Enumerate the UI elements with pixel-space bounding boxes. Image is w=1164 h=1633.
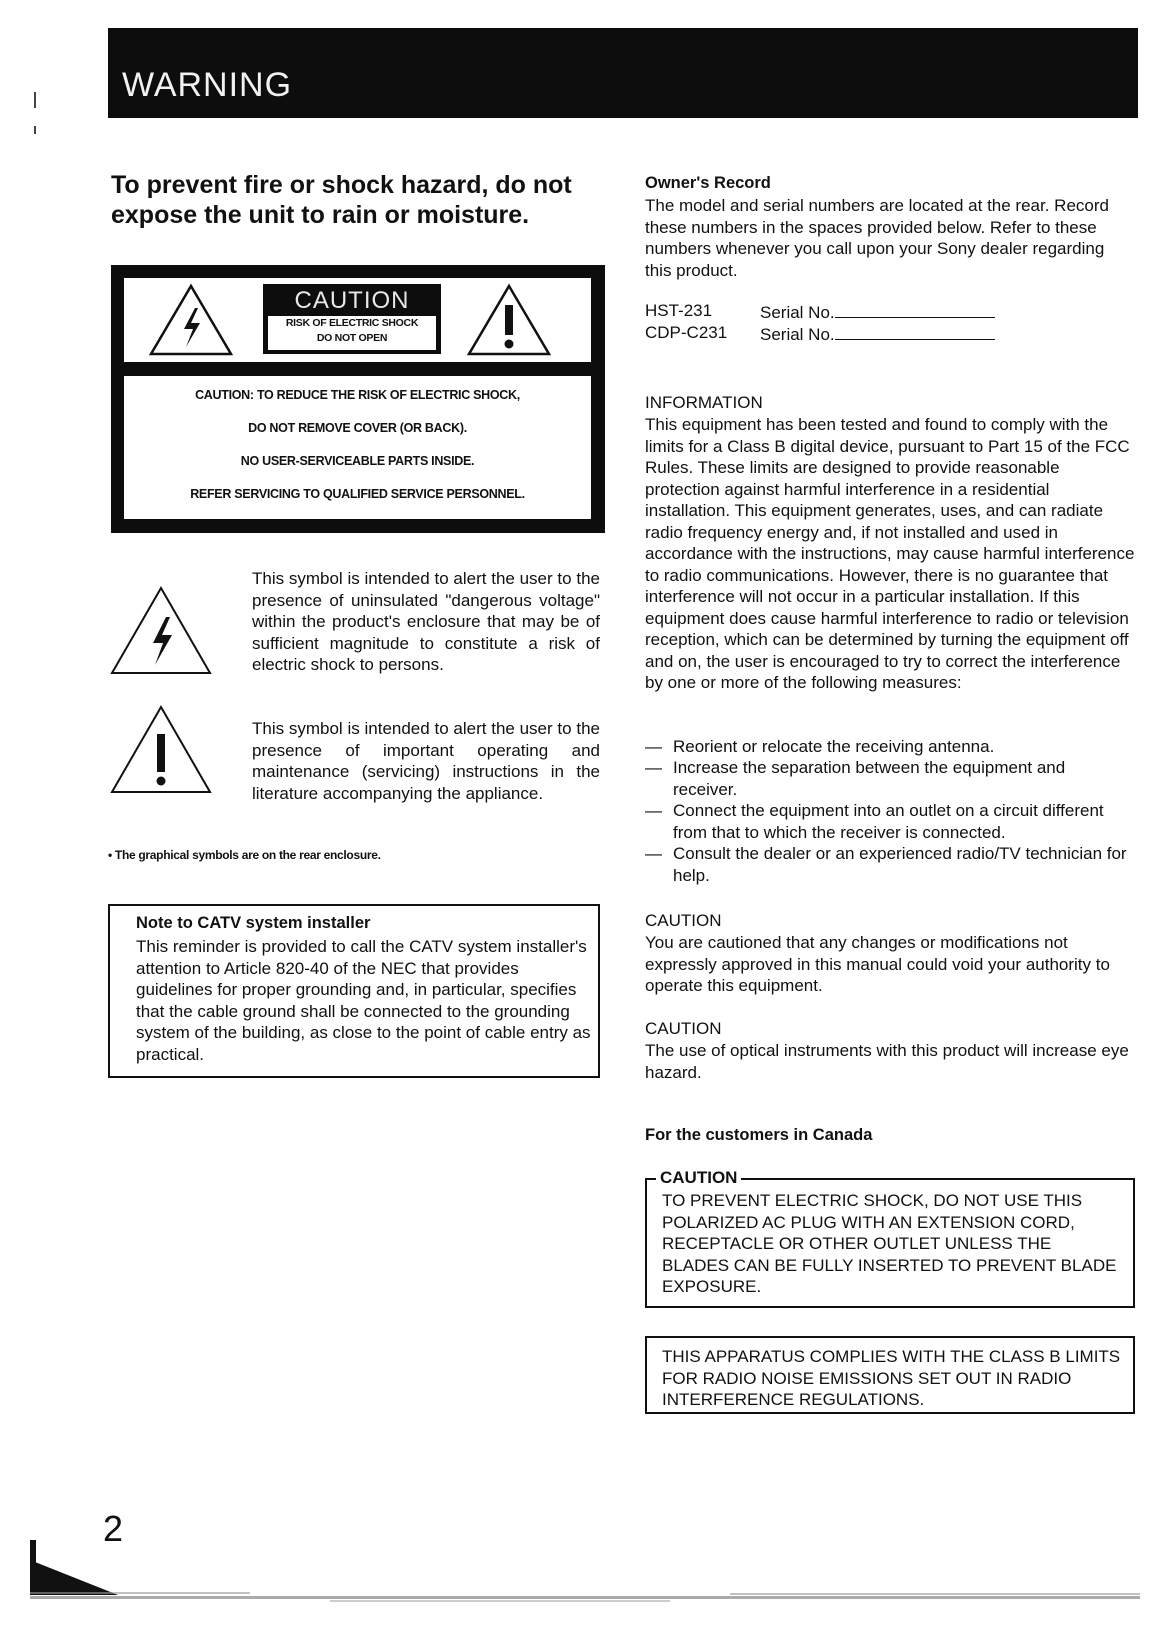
caution-body: The use of optical instruments with this product will increase eye hazard.	[645, 1041, 1129, 1082]
page-number: 2	[103, 1508, 124, 1549]
class-b-notice-text: THIS APPARATUS COMPLIES WITH THE CLASS B LIMITS FOR RADIO NOISE EMISSIONS SET OUT IN RADIO INTERFERENCE REGULATIONS.	[662, 1347, 1121, 1409]
serial-blank[interactable]	[835, 301, 995, 318]
dash-bullet: —	[645, 758, 662, 777]
voltage-symbol-description: This symbol is intended to alert the user to the presence of uninsulated "dangerous voltage" within the product's enclosure that may be of sufficient magnitude to constitute a risk of electric shock to persons.	[252, 569, 600, 674]
exclamation-symbol-icon	[108, 704, 214, 796]
lightning-symbol-icon	[108, 585, 214, 677]
caution-title: CAUTION	[645, 911, 722, 930]
measure-text: Increase the separation between the equipment and receiver.	[673, 758, 1066, 799]
caution-line: DO NOT REMOVE COVER (OR BACK).	[248, 421, 467, 435]
serial-label: Serial No.	[760, 325, 835, 344]
serial-blank[interactable]	[835, 323, 995, 340]
scan-noise-band	[30, 1590, 1140, 1606]
exclamation-symbol-description: This symbol is intended to alert the user to the presence of important operating and maintenance (servicing) instructions in the literature accompanying the appliance.	[252, 719, 600, 803]
model-label: CDP-C231	[645, 323, 728, 342]
catv-note-title: Note to CATV system installer	[136, 914, 371, 932]
canada-heading: For the customers in Canada	[645, 1126, 873, 1144]
caution-line: REFER SERVICING TO QUALIFIED SERVICE PERSONNEL.	[190, 487, 525, 501]
dash-bullet: —	[645, 844, 662, 863]
serial-field[interactable]	[760, 301, 995, 323]
caution-title: CAUTION	[645, 1019, 722, 1038]
lightning-warning-icon	[148, 283, 234, 357]
measure-text: Reorient or relocate the receiving antenna.	[673, 737, 995, 756]
safety-heading: To prevent fire or shock hazard, do not expose the unit to rain or moisture.	[111, 171, 572, 229]
owners-record-body: The model and serial numbers are located at the rear. Record these numbers in the spaces provided below. Refer to these numbers whenever you call upon your Sony dealer regarding this product.	[645, 196, 1109, 280]
measure-item	[645, 757, 1135, 801]
caution-badge-line: DO NOT OPEN	[316, 332, 388, 344]
exclamation-warning-icon	[466, 283, 552, 357]
caution-badge-line: RISK OF ELECTRIC SHOCK	[285, 317, 419, 329]
caution-line: NO USER-SERVICEABLE PARTS INSIDE.	[240, 454, 475, 468]
owners-record-title: Owner's Record	[645, 174, 771, 192]
caution-badge-subtext	[268, 316, 436, 350]
dash-bullet: —	[645, 737, 662, 756]
canada-caution-body: TO PREVENT ELECTRIC SHOCK, DO NOT USE THIS POLARIZED AC PLUG WITH AN EXTENSION CORD, RECEPTACLE OR OTHER OUTLET UNLESS THE BLADES CAN BE FULLY INSERTED TO PREVENT BLADE EXPOSURE.	[662, 1191, 1117, 1296]
measure-item	[645, 843, 1135, 887]
model-label: HST-231	[645, 301, 713, 320]
caution-line: CAUTION: TO REDUCE THE RISK OF ELECTRIC SHOCK,	[195, 388, 520, 402]
measure-item	[645, 800, 1135, 844]
symbols-footnote: • The graphical symbols are on the rear enclosure.	[108, 848, 381, 862]
serial-field[interactable]	[760, 323, 995, 345]
information-body: This equipment has been tested and found to comply with the limits for a Class B digital device, pursuant to Part 15 of the FCC Rules. These limits are designed to provide reasonable protection against harmful interference in a residential installation. This equipment generates, uses, and can radiate radio frequency energy and, if not installed and used in accordance with the instructions, may cause harmful interference to radio communications. However, there is no guarantee that interference will not occur in a particular installation. If this equipment does cause harmful interference to radio or television reception, which can be determined by turning the equipment off and on, the user is encouraged to try to correct the interference by one or more of the following measures:	[645, 415, 1135, 692]
page-title: WARNING	[122, 66, 293, 104]
margin-tick	[34, 126, 36, 134]
caution-badge-title: CAUTION	[294, 287, 410, 314]
canada-caution-label: CAUTION	[656, 1168, 741, 1188]
information-title: INFORMATION	[645, 393, 763, 412]
measure-item	[645, 736, 1135, 758]
catv-note-body: This reminder is provided to call the CATV system installer's attention to Article 820-40 of the NEC that provides guidelines for proper grounding and, in particular, specifies that the cable ground shall be connected to the grounding system of the building, as close to the point of cable entry as practical.	[136, 937, 591, 1064]
page-corner-mark	[30, 1540, 120, 1595]
serial-label: Serial No.	[760, 303, 835, 322]
measure-text: Connect the equipment into an outlet on a circuit different from that to which the receiver is connected.	[673, 801, 1104, 842]
margin-tick	[34, 92, 36, 108]
measure-text: Consult the dealer or an experienced radio/TV technician for help.	[673, 844, 1127, 885]
caution-body: You are cautioned that any changes or modifications not expressly approved in this manual could void your authority to operate this equipment.	[645, 933, 1110, 995]
dash-bullet: —	[645, 801, 662, 820]
